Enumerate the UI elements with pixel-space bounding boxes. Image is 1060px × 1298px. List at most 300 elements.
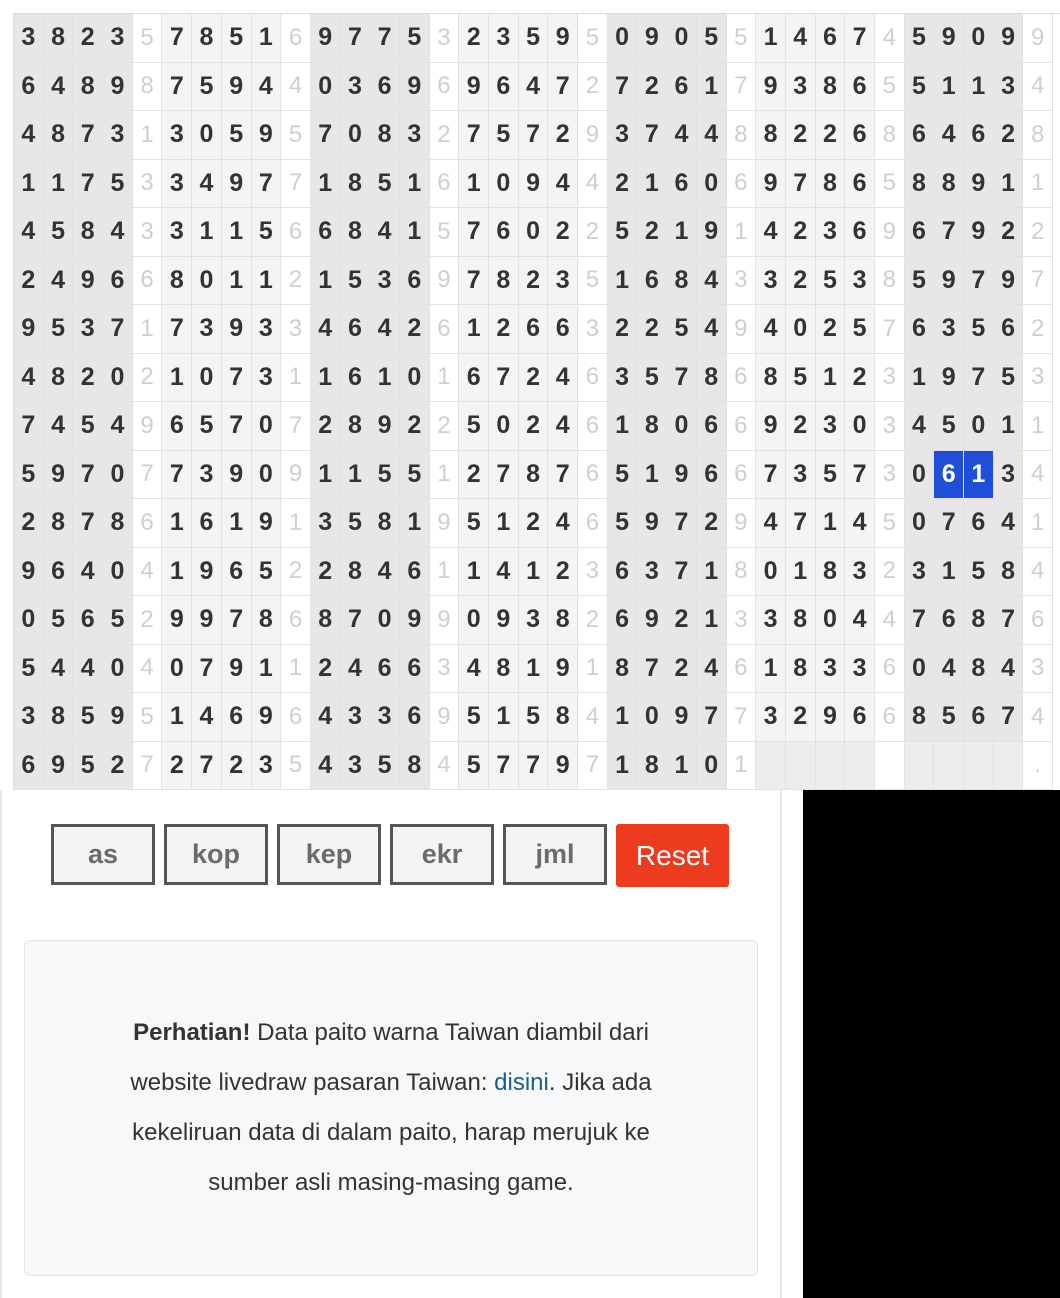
- grid-cell[interactable]: 8: [44, 499, 74, 548]
- filter-button-jml[interactable]: jml: [503, 824, 607, 885]
- grid-cell[interactable]: 9: [252, 499, 282, 548]
- grid-cell[interactable]: 0: [370, 596, 400, 645]
- grid-cell[interactable]: 9: [816, 693, 846, 742]
- grid-cell[interactable]: 2: [608, 160, 638, 209]
- grid-cell[interactable]: 8: [489, 645, 519, 694]
- grid-cell[interactable]: 7: [14, 402, 44, 451]
- grid-cell[interactable]: 7: [637, 111, 667, 160]
- grid-cell[interactable]: 1: [222, 257, 252, 306]
- grid-cell[interactable]: 8: [905, 693, 935, 742]
- grid-cell[interactable]: 4: [103, 208, 133, 257]
- grid-cell[interactable]: 7: [845, 14, 875, 63]
- grid-cell[interactable]: 1: [14, 160, 44, 209]
- grid-cell[interactable]: 5: [459, 402, 489, 451]
- grid-cell[interactable]: 2: [786, 208, 816, 257]
- grid-cell[interactable]: 0: [964, 14, 994, 63]
- grid-cell[interactable]: 6: [370, 63, 400, 112]
- grid-cell[interactable]: 7: [519, 111, 549, 160]
- grid-cell[interactable]: 3: [786, 451, 816, 500]
- grid-cell[interactable]: 5: [934, 693, 964, 742]
- grid-cell[interactable]: 2: [697, 499, 727, 548]
- grid-cell[interactable]: 5: [964, 548, 994, 597]
- grid-cell[interactable]: 4: [14, 354, 44, 403]
- grid-cell[interactable]: 1: [608, 257, 638, 306]
- grid-cell[interactable]: 1: [459, 305, 489, 354]
- grid-cell[interactable]: 2: [14, 499, 44, 548]
- grid-cell[interactable]: 7: [489, 451, 519, 500]
- grid-cell[interactable]: 4: [905, 402, 935, 451]
- grid-cell[interactable]: 1: [162, 548, 192, 597]
- grid-cell[interactable]: 9: [192, 596, 222, 645]
- grid-cell[interactable]: 6: [905, 208, 935, 257]
- grid-cell[interactable]: 9: [519, 160, 549, 209]
- grid-cell[interactable]: 3: [489, 14, 519, 63]
- grid-cell[interactable]: 8: [816, 63, 846, 112]
- grid-cell[interactable]: 8: [370, 111, 400, 160]
- grid-cell[interactable]: 1: [311, 257, 341, 306]
- grid-cell[interactable]: 5: [489, 111, 519, 160]
- grid-cell[interactable]: 0: [905, 499, 935, 548]
- grid-cell[interactable]: 6: [400, 645, 430, 694]
- grid-cell[interactable]: 7: [370, 14, 400, 63]
- grid-cell[interactable]: 0: [311, 63, 341, 112]
- grid-cell[interactable]: 7: [459, 257, 489, 306]
- grid-cell[interactable]: 3: [756, 257, 786, 306]
- grid-cell[interactable]: 3: [845, 645, 875, 694]
- grid-cell[interactable]: 8: [400, 742, 430, 791]
- grid-cell[interactable]: 5: [252, 208, 282, 257]
- grid-cell[interactable]: 0: [192, 257, 222, 306]
- grid-cell[interactable]: 4: [519, 63, 549, 112]
- grid-cell[interactable]: 7: [667, 499, 697, 548]
- grid-cell[interactable]: 0: [964, 402, 994, 451]
- grid-cell[interactable]: 5: [905, 14, 935, 63]
- grid-cell[interactable]: 5: [222, 111, 252, 160]
- grid-cell[interactable]: 5: [519, 693, 549, 742]
- grid-cell[interactable]: 5: [400, 451, 430, 500]
- grid-cell[interactable]: 7: [994, 693, 1024, 742]
- grid-cell[interactable]: 4: [697, 305, 727, 354]
- grid-cell[interactable]: 0: [637, 693, 667, 742]
- grid-cell[interactable]: 9: [548, 742, 578, 791]
- grid-cell[interactable]: 4: [756, 499, 786, 548]
- grid-cell[interactable]: 4: [73, 548, 103, 597]
- grid-cell[interactable]: 3: [548, 257, 578, 306]
- grid-cell[interactable]: 8: [44, 14, 74, 63]
- grid-cell[interactable]: 4: [934, 645, 964, 694]
- grid-cell[interactable]: 0: [103, 451, 133, 500]
- grid-cell[interactable]: 6: [400, 693, 430, 742]
- grid-cell[interactable]: 4: [845, 499, 875, 548]
- grid-cell[interactable]: 6: [667, 160, 697, 209]
- grid-cell[interactable]: 2: [519, 499, 549, 548]
- grid-cell[interactable]: 8: [370, 499, 400, 548]
- grid-cell[interactable]: 7: [73, 451, 103, 500]
- grid-cell[interactable]: 8: [905, 160, 935, 209]
- grid-cell[interactable]: 7: [459, 111, 489, 160]
- grid-cell[interactable]: 2: [548, 208, 578, 257]
- grid-cell[interactable]: 3: [370, 257, 400, 306]
- grid-cell[interactable]: 6: [697, 451, 727, 500]
- grid-cell[interactable]: 0: [489, 160, 519, 209]
- grid-cell[interactable]: 5: [252, 548, 282, 597]
- grid-cell[interactable]: 1: [222, 499, 252, 548]
- grid-cell[interactable]: 4: [341, 645, 371, 694]
- grid-cell[interactable]: 6: [14, 742, 44, 791]
- grid-cell[interactable]: 2: [519, 402, 549, 451]
- grid-cell[interactable]: 1: [252, 257, 282, 306]
- grid-cell[interactable]: 1: [667, 742, 697, 791]
- grid-cell[interactable]: 3: [192, 305, 222, 354]
- grid-cell[interactable]: 4: [370, 548, 400, 597]
- grid-cell[interactable]: 5: [786, 354, 816, 403]
- grid-cell[interactable]: 1: [162, 693, 192, 742]
- grid-cell[interactable]: 1: [311, 451, 341, 500]
- grid-cell[interactable]: 7: [162, 14, 192, 63]
- grid-cell[interactable]: 8: [637, 742, 667, 791]
- grid-cell[interactable]: 7: [637, 645, 667, 694]
- grid-cell[interactable]: 1: [459, 160, 489, 209]
- grid-cell[interactable]: 2: [459, 451, 489, 500]
- grid-cell[interactable]: 4: [44, 645, 74, 694]
- grid-cell[interactable]: 2: [311, 548, 341, 597]
- grid-cell[interactable]: 4: [311, 305, 341, 354]
- grid-cell[interactable]: 1: [608, 402, 638, 451]
- grid-cell[interactable]: 7: [459, 208, 489, 257]
- grid-cell[interactable]: 4: [311, 693, 341, 742]
- grid-cell[interactable]: 1: [519, 548, 549, 597]
- grid-cell[interactable]: 2: [637, 305, 667, 354]
- grid-cell[interactable]: 4: [934, 111, 964, 160]
- grid-cell[interactable]: 4: [370, 208, 400, 257]
- grid-cell[interactable]: 7: [667, 354, 697, 403]
- grid-cell[interactable]: 9: [964, 208, 994, 257]
- grid-cell[interactable]: 3: [786, 63, 816, 112]
- grid-cell[interactable]: 4: [459, 645, 489, 694]
- grid-cell[interactable]: 5: [222, 14, 252, 63]
- grid-cell[interactable]: 7: [162, 305, 192, 354]
- grid-cell[interactable]: 7: [786, 160, 816, 209]
- grid-cell[interactable]: 3: [311, 499, 341, 548]
- grid-cell[interactable]: 1: [905, 354, 935, 403]
- grid-cell[interactable]: 8: [103, 499, 133, 548]
- grid-cell[interactable]: 0: [252, 451, 282, 500]
- grid-cell[interactable]: 2: [608, 305, 638, 354]
- grid-cell[interactable]: 3: [816, 402, 846, 451]
- grid-cell[interactable]: 9: [14, 305, 44, 354]
- grid-cell[interactable]: 2: [103, 742, 133, 791]
- grid-cell[interactable]: 5: [44, 305, 74, 354]
- grid-cell[interactable]: 2: [489, 305, 519, 354]
- grid-cell[interactable]: 0: [905, 451, 935, 500]
- grid-cell[interactable]: 7: [697, 693, 727, 742]
- grid-cell[interactable]: 9: [934, 14, 964, 63]
- grid-cell[interactable]: 7: [548, 451, 578, 500]
- grid-cell[interactable]: 4: [103, 402, 133, 451]
- grid-cell[interactable]: 0: [400, 354, 430, 403]
- grid-cell[interactable]: 3: [756, 596, 786, 645]
- grid-cell[interactable]: 9: [637, 596, 667, 645]
- grid-cell[interactable]: 8: [73, 63, 103, 112]
- grid-cell[interactable]: 4: [44, 257, 74, 306]
- grid-cell[interactable]: 1: [341, 451, 371, 500]
- grid-cell[interactable]: 6: [608, 548, 638, 597]
- grid-cell[interactable]: 0: [816, 596, 846, 645]
- grid-cell[interactable]: 9: [222, 160, 252, 209]
- grid-cell[interactable]: 7: [222, 402, 252, 451]
- grid-cell[interactable]: 9: [934, 354, 964, 403]
- grid-cell[interactable]: 7: [311, 111, 341, 160]
- grid-cell[interactable]: 4: [548, 160, 578, 209]
- grid-cell[interactable]: 6: [341, 354, 371, 403]
- grid-cell[interactable]: 7: [341, 596, 371, 645]
- grid-cell[interactable]: 1: [637, 451, 667, 500]
- grid-cell[interactable]: 7: [519, 742, 549, 791]
- grid-cell[interactable]: 0: [192, 111, 222, 160]
- grid-cell[interactable]: 8: [994, 548, 1024, 597]
- grid-cell[interactable]: 5: [459, 742, 489, 791]
- grid-cell[interactable]: 0: [519, 208, 549, 257]
- grid-cell[interactable]: 8: [548, 596, 578, 645]
- grid-cell[interactable]: 5: [14, 451, 44, 500]
- grid-cell[interactable]: 2: [400, 305, 430, 354]
- grid-cell[interactable]: 2: [816, 111, 846, 160]
- grid-cell[interactable]: 6: [964, 499, 994, 548]
- grid-cell[interactable]: 7: [756, 451, 786, 500]
- grid-cell[interactable]: 1: [964, 451, 994, 500]
- grid-cell[interactable]: 8: [964, 596, 994, 645]
- grid-cell[interactable]: 3: [845, 548, 875, 597]
- grid-cell[interactable]: 2: [311, 645, 341, 694]
- grid-cell[interactable]: 2: [786, 693, 816, 742]
- grid-cell[interactable]: 4: [697, 257, 727, 306]
- grid-cell[interactable]: 7: [222, 354, 252, 403]
- grid-cell[interactable]: 7: [73, 111, 103, 160]
- grid-cell[interactable]: 6: [964, 693, 994, 742]
- grid-cell[interactable]: 1: [311, 160, 341, 209]
- grid-cell[interactable]: 4: [14, 111, 44, 160]
- grid-cell[interactable]: 7: [162, 63, 192, 112]
- grid-cell[interactable]: 7: [934, 499, 964, 548]
- grid-cell[interactable]: 9: [222, 451, 252, 500]
- grid-cell[interactable]: 9: [400, 596, 430, 645]
- grid-cell[interactable]: 6: [845, 63, 875, 112]
- grid-cell[interactable]: 7: [667, 548, 697, 597]
- source-link[interactable]: disini: [494, 1069, 549, 1096]
- grid-cell[interactable]: 6: [162, 402, 192, 451]
- grid-cell[interactable]: 5: [667, 305, 697, 354]
- grid-cell[interactable]: 1: [816, 499, 846, 548]
- grid-cell[interactable]: [994, 742, 1024, 791]
- grid-cell[interactable]: 3: [519, 596, 549, 645]
- grid-cell[interactable]: 4: [192, 693, 222, 742]
- grid-cell[interactable]: 9: [192, 548, 222, 597]
- grid-cell[interactable]: 5: [519, 14, 549, 63]
- grid-cell[interactable]: 0: [103, 354, 133, 403]
- grid-cell[interactable]: 2: [667, 645, 697, 694]
- grid-cell[interactable]: 9: [994, 14, 1024, 63]
- grid-cell[interactable]: 5: [637, 354, 667, 403]
- grid-cell[interactable]: 4: [697, 645, 727, 694]
- grid-cell[interactable]: 4: [44, 402, 74, 451]
- grid-cell[interactable]: 5: [103, 596, 133, 645]
- grid-cell[interactable]: 1: [697, 63, 727, 112]
- grid-cell[interactable]: 1: [667, 208, 697, 257]
- grid-cell[interactable]: 6: [103, 257, 133, 306]
- grid-cell[interactable]: 8: [44, 693, 74, 742]
- grid-cell[interactable]: 7: [103, 305, 133, 354]
- grid-cell[interactable]: 4: [786, 14, 816, 63]
- grid-cell[interactable]: 7: [964, 354, 994, 403]
- grid-cell[interactable]: 9: [252, 693, 282, 742]
- grid-cell[interactable]: 9: [162, 596, 192, 645]
- grid-cell[interactable]: 3: [14, 14, 44, 63]
- grid-cell[interactable]: 1: [786, 548, 816, 597]
- grid-cell[interactable]: 5: [73, 742, 103, 791]
- grid-cell[interactable]: 5: [192, 63, 222, 112]
- grid-cell[interactable]: 0: [756, 548, 786, 597]
- grid-cell[interactable]: 9: [637, 499, 667, 548]
- grid-cell[interactable]: 1: [697, 548, 727, 597]
- grid-cell[interactable]: 0: [608, 14, 638, 63]
- grid-cell[interactable]: 3: [816, 208, 846, 257]
- grid-cell[interactable]: 4: [73, 645, 103, 694]
- grid-cell[interactable]: 3: [994, 451, 1024, 500]
- grid-cell[interactable]: 6: [964, 111, 994, 160]
- grid-cell[interactable]: 6: [637, 257, 667, 306]
- grid-cell[interactable]: 1: [162, 499, 192, 548]
- grid-cell[interactable]: 5: [905, 63, 935, 112]
- grid-cell[interactable]: 5: [14, 645, 44, 694]
- grid-cell[interactable]: 9: [548, 645, 578, 694]
- grid-cell[interactable]: 8: [964, 645, 994, 694]
- grid-cell[interactable]: 6: [816, 14, 846, 63]
- grid-cell[interactable]: 8: [489, 257, 519, 306]
- grid-cell[interactable]: 6: [400, 257, 430, 306]
- grid-cell[interactable]: 5: [192, 402, 222, 451]
- grid-cell[interactable]: 3: [73, 305, 103, 354]
- grid-cell[interactable]: 7: [786, 499, 816, 548]
- grid-cell[interactable]: 1: [756, 14, 786, 63]
- filter-button-as[interactable]: as: [51, 824, 155, 885]
- grid-cell[interactable]: 1: [252, 645, 282, 694]
- grid-cell[interactable]: 9: [311, 14, 341, 63]
- grid-cell[interactable]: 9: [756, 160, 786, 209]
- grid-cell[interactable]: [964, 742, 994, 791]
- grid-cell[interactable]: 2: [637, 208, 667, 257]
- grid-cell[interactable]: 1: [44, 160, 74, 209]
- grid-cell[interactable]: 4: [756, 208, 786, 257]
- grid-cell[interactable]: [905, 742, 935, 791]
- grid-cell[interactable]: 1: [608, 742, 638, 791]
- grid-cell[interactable]: 5: [816, 257, 846, 306]
- grid-cell[interactable]: 9: [994, 257, 1024, 306]
- grid-cell[interactable]: 4: [311, 742, 341, 791]
- grid-cell[interactable]: 8: [341, 402, 371, 451]
- grid-cell[interactable]: 7: [192, 742, 222, 791]
- grid-cell[interactable]: 1: [370, 354, 400, 403]
- grid-cell[interactable]: 4: [192, 160, 222, 209]
- grid-cell[interactable]: 3: [845, 257, 875, 306]
- grid-cell[interactable]: 7: [192, 645, 222, 694]
- grid-cell[interactable]: 2: [786, 257, 816, 306]
- grid-cell[interactable]: 1: [697, 596, 727, 645]
- grid-cell[interactable]: [816, 742, 846, 791]
- grid-cell[interactable]: 2: [816, 305, 846, 354]
- grid-cell[interactable]: 0: [905, 645, 935, 694]
- grid-cell[interactable]: 8: [341, 548, 371, 597]
- grid-cell[interactable]: 5: [459, 499, 489, 548]
- grid-cell[interactable]: 9: [667, 693, 697, 742]
- grid-cell[interactable]: 5: [341, 499, 371, 548]
- grid-cell[interactable]: 7: [608, 63, 638, 112]
- grid-cell[interactable]: 2: [311, 402, 341, 451]
- grid-cell[interactable]: 1: [519, 645, 549, 694]
- grid-cell[interactable]: 2: [548, 111, 578, 160]
- grid-cell[interactable]: 8: [756, 354, 786, 403]
- grid-cell[interactable]: 2: [667, 596, 697, 645]
- grid-cell[interactable]: 8: [44, 111, 74, 160]
- grid-cell[interactable]: 0: [786, 305, 816, 354]
- grid-cell[interactable]: 8: [637, 402, 667, 451]
- grid-cell[interactable]: 4: [44, 63, 74, 112]
- grid-cell[interactable]: 1: [816, 354, 846, 403]
- grid-cell[interactable]: 4: [548, 402, 578, 451]
- grid-cell[interactable]: 2: [845, 354, 875, 403]
- grid-cell[interactable]: 7: [845, 451, 875, 500]
- grid-cell[interactable]: 6: [845, 111, 875, 160]
- grid-cell[interactable]: 8: [786, 645, 816, 694]
- grid-cell[interactable]: 1: [192, 208, 222, 257]
- grid-cell[interactable]: 5: [608, 208, 638, 257]
- grid-cell[interactable]: 6: [845, 160, 875, 209]
- grid-cell[interactable]: 6: [845, 693, 875, 742]
- grid-cell[interactable]: 8: [162, 257, 192, 306]
- grid-cell[interactable]: 0: [459, 596, 489, 645]
- grid-cell[interactable]: 5: [905, 257, 935, 306]
- grid-cell[interactable]: 6: [14, 63, 44, 112]
- grid-cell[interactable]: 1: [252, 14, 282, 63]
- grid-cell[interactable]: 8: [252, 596, 282, 645]
- grid-cell[interactable]: [756, 742, 786, 791]
- grid-cell[interactable]: 2: [637, 63, 667, 112]
- grid-cell[interactable]: [934, 742, 964, 791]
- grid-cell[interactable]: 3: [370, 693, 400, 742]
- grid-cell[interactable]: 8: [311, 596, 341, 645]
- grid-cell[interactable]: 3: [608, 354, 638, 403]
- grid-cell[interactable]: 3: [14, 693, 44, 742]
- grid-cell[interactable]: 6: [845, 208, 875, 257]
- grid-cell[interactable]: 1: [934, 63, 964, 112]
- grid-cell[interactable]: 3: [608, 111, 638, 160]
- grid-cell[interactable]: 0: [845, 402, 875, 451]
- grid-cell[interactable]: 3: [756, 693, 786, 742]
- grid-cell[interactable]: 7: [964, 257, 994, 306]
- grid-cell[interactable]: 7: [222, 596, 252, 645]
- grid-cell[interactable]: 5: [400, 14, 430, 63]
- grid-cell[interactable]: 8: [341, 160, 371, 209]
- grid-cell[interactable]: 9: [44, 451, 74, 500]
- grid-cell[interactable]: 2: [162, 742, 192, 791]
- grid-cell[interactable]: 9: [756, 402, 786, 451]
- grid-cell[interactable]: 3: [252, 742, 282, 791]
- grid-cell[interactable]: 6: [73, 596, 103, 645]
- grid-cell[interactable]: 0: [103, 645, 133, 694]
- grid-cell[interactable]: 5: [103, 160, 133, 209]
- grid-cell[interactable]: 1: [994, 402, 1024, 451]
- grid-cell[interactable]: 3: [994, 63, 1024, 112]
- grid-cell[interactable]: 2: [519, 257, 549, 306]
